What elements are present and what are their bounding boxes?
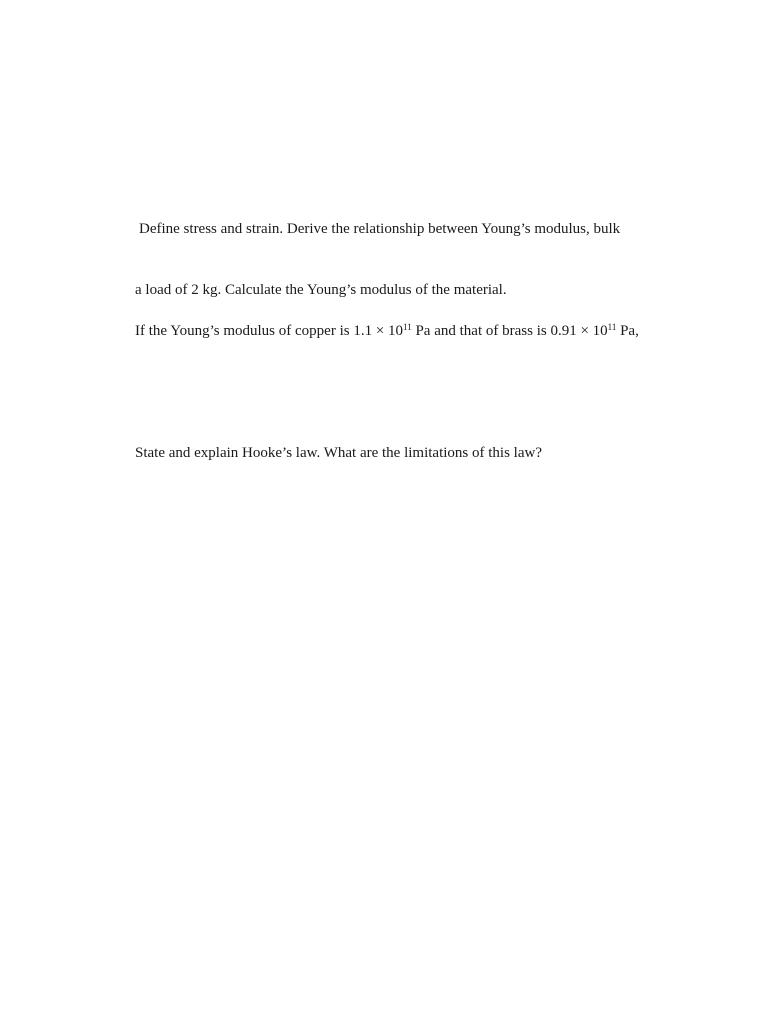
exponent-brass: 11	[607, 322, 617, 332]
question-copper-brass	[135, 322, 639, 340]
question-youngs-modulus-load: a load of 2 kg. Calculate the Young’s modulus of the material.	[135, 282, 507, 298]
question-stress-strain: Define stress and strain. Derive the relationship between Young’s modulus, bulk	[139, 221, 621, 237]
question-hookes-law: State and explain Hooke’s law. What are the limitations of this law?	[135, 445, 542, 461]
copper-brass-prefix: If the Young’s modulus of copper is 1.1 × 10	[135, 323, 404, 339]
copper-brass-suffix: Pa,	[616, 323, 639, 339]
exponent-copper: 11	[403, 322, 412, 332]
copper-brass-middle: Pa and that of brass is 0.91 × 10	[411, 323, 608, 339]
